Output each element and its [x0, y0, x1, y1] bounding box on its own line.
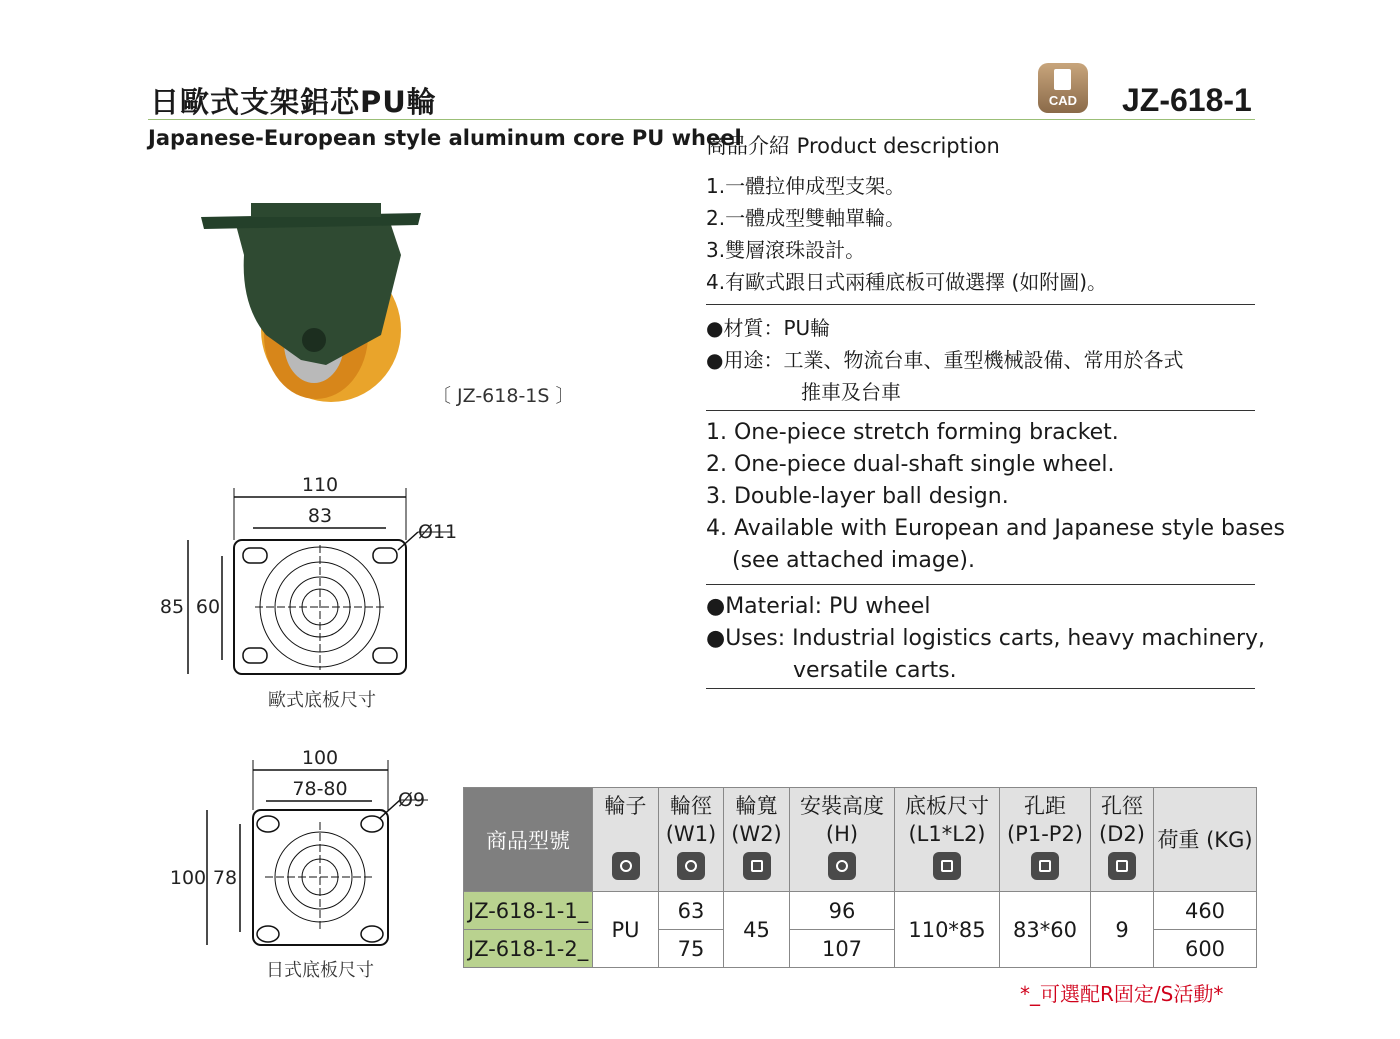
dim-label: Ø11 — [418, 521, 458, 543]
list-item: ●用途：工業、物流台車、重型機械設備、常用於各式 — [706, 348, 1184, 372]
cad-download-icon[interactable] — [1038, 63, 1088, 113]
header-label: 孔距 — [1024, 794, 1066, 818]
header-sublabel — [593, 820, 658, 848]
header-label: 輪徑 — [670, 794, 712, 818]
dim-label: 78 — [212, 867, 238, 889]
dim-label: Ø9 — [398, 789, 426, 811]
axle-nut — [302, 328, 326, 352]
list-item: 4. Available with European and Japanese style bases — [706, 516, 1285, 541]
table-header-h — [790, 788, 895, 892]
header-sublabel: (H) — [825, 822, 859, 846]
dim-label: 100 — [301, 747, 339, 769]
list-item: 3.雙層滾珠設計。 — [706, 238, 866, 262]
list-item: 1. One-piece stretch forming bracket. — [706, 420, 1119, 445]
slot-hole — [361, 816, 383, 832]
w2-cell: 45 — [724, 892, 790, 968]
model-cell: JZ-618-1-2_ — [464, 930, 593, 968]
cad-label: CAD — [1048, 93, 1078, 108]
slot-hole — [243, 548, 267, 563]
divider — [706, 584, 1255, 585]
dim-label: 78-80 — [292, 778, 348, 800]
slot-hole — [361, 926, 383, 942]
header-sublabel: (D2) — [1099, 822, 1145, 846]
header-rule — [148, 119, 1255, 120]
table-header-w2 — [724, 788, 790, 892]
document-icon — [1054, 69, 1071, 90]
list-item: 2.一體成型雙軸單輪。 — [706, 206, 906, 230]
zh-spec-list — [706, 312, 1183, 408]
list-item: 推車及台車 — [801, 380, 901, 404]
slot-hole — [257, 926, 279, 942]
zh-feature-list — [706, 170, 1107, 298]
plate-cell: 110*85 — [895, 892, 1000, 968]
dim-label: 83 — [307, 505, 333, 527]
plate-size-icon — [933, 852, 961, 880]
h-cell: 96 — [790, 892, 895, 930]
model-cell: JZ-618-1-1_ — [464, 892, 593, 930]
header-label: 底板尺寸 — [905, 794, 989, 818]
table-header-d2 — [1091, 788, 1154, 892]
divider — [706, 304, 1255, 305]
hole-diameter-icon — [1108, 852, 1136, 880]
pitch-cell: 83*60 — [1000, 892, 1091, 968]
wheel-icon — [612, 852, 640, 880]
load-cell: 600 — [1154, 930, 1257, 968]
list-item: 3. Double-layer ball design. — [706, 484, 1009, 509]
wheel-cell: PU — [593, 892, 659, 968]
page-title: 日歐式支架鋁芯PU輪 — [150, 85, 437, 119]
jp-plate-caption: 日式底板尺寸 — [266, 960, 374, 981]
dim-label: 85 — [159, 596, 185, 618]
model-number: JZ-618-1 — [1122, 82, 1252, 118]
euro-plate-caption: 歐式底板尺寸 — [268, 690, 376, 711]
mount-plate-top — [251, 203, 381, 217]
hole-distance-icon — [1031, 852, 1059, 880]
wheel-diameter-icon — [677, 852, 705, 880]
slot-hole — [373, 648, 397, 663]
slot-hole — [257, 816, 279, 832]
dim-label: 110 — [301, 474, 339, 496]
header-label: 安裝高度 — [800, 794, 884, 818]
wheel-width-icon — [743, 852, 771, 880]
load-cell: 460 — [1154, 892, 1257, 930]
product-image-caption: 〔 JZ-618-1S 〕 — [432, 385, 575, 407]
mount-height-icon — [828, 852, 856, 880]
slot-hole — [243, 648, 267, 663]
list-item: 2. One-piece dual-shaft single wheel. — [706, 452, 1115, 477]
header-label: 孔徑 — [1101, 794, 1143, 818]
euro-plate-drawing — [150, 470, 460, 685]
table-header-model: 商品型號 — [464, 788, 593, 892]
list-item: ●Material: PU wheel — [706, 594, 931, 619]
header-sublabel: (W1) — [665, 822, 717, 846]
header-sublabel: (L1*L2) — [908, 822, 986, 846]
slot-hole — [373, 548, 397, 563]
list-item: 4.有歐式跟日式兩種底板可做選擇 (如附圖)。 — [706, 270, 1108, 294]
header-sublabel: (W2) — [731, 822, 782, 846]
divider — [706, 410, 1255, 411]
list-item: ●材質：PU輪 — [706, 316, 831, 340]
list-item: 1.一體拉伸成型支架。 — [706, 174, 906, 198]
h-cell: 107 — [790, 930, 895, 968]
table-header-w1 — [659, 788, 724, 892]
divider — [706, 688, 1255, 689]
table-row — [464, 892, 1257, 930]
description-heading: 商品介紹 Product description — [706, 134, 1000, 158]
option-note: *_可選配R固定/S活動* — [1020, 982, 1224, 1006]
list-item: versatile carts. — [793, 658, 957, 683]
product-image — [196, 195, 436, 410]
page-subtitle: Japanese-European style aluminum core PU wheel — [148, 126, 742, 150]
dim-label: 60 — [195, 596, 221, 618]
leader-line — [380, 800, 400, 818]
table-header-plate — [895, 788, 1000, 892]
header-label: 輪寬 — [735, 794, 778, 818]
jp-plate-drawing — [150, 742, 440, 952]
w1-cell: 75 — [659, 930, 724, 968]
en-feature-list — [706, 417, 1285, 577]
w1-cell: 63 — [659, 892, 724, 930]
table-header-load: 荷重 (KG) — [1154, 788, 1257, 892]
table-header-pitch — [1000, 788, 1091, 892]
header-label: 輪子 — [604, 794, 647, 818]
en-spec-list — [706, 591, 1265, 687]
d2-cell: 9 — [1091, 892, 1154, 968]
header-sublabel: (P1-P2) — [1006, 822, 1083, 846]
table-header-wheel — [593, 788, 659, 892]
dim-label: 100 — [169, 867, 207, 889]
spec-table — [463, 787, 1257, 968]
table-header-row — [464, 788, 1257, 892]
list-item: ●Uses: Industrial logistics carts, heavy machinery, — [706, 626, 1266, 651]
list-item: (see attached image). — [732, 548, 975, 573]
